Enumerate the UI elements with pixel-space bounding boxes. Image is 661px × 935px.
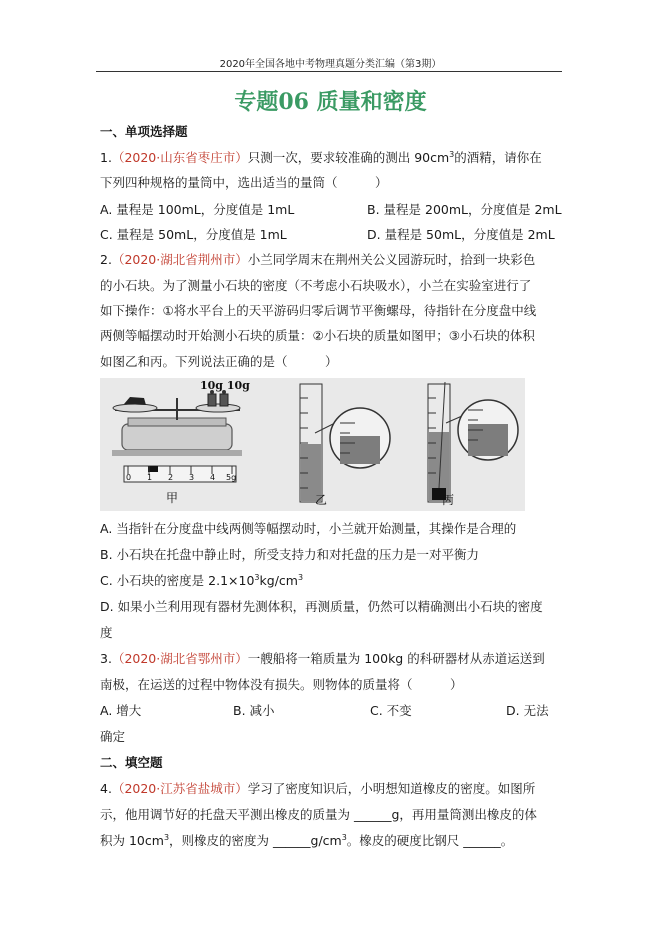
q1-option-d: D. 量程是 50mL，分度值是 2mL [367,227,555,242]
q1-text-1: 只测一次，要求较准确的测出 90cm [247,150,450,165]
weights-label: 10g 10g [200,379,250,392]
q3-option-d: D. 无法 [506,703,549,718]
q2-line-2: 的小石块。为了测量小石块的密度（不考虑小石块吸水），小兰在实验室进行了 [100,278,532,293]
q3-source: （2020·湖北省鄂州市） [111,651,248,666]
q2-option-a: A. 当指针在分度盘中线两侧等幅摆动时，小兰就开始测量，其操作是合理的 [100,521,517,536]
q2-option-d-wrap: 度 [100,625,113,640]
header-rule [96,71,562,72]
q2-option-c-sup-2: 3 [297,572,304,582]
q3-option-a: A. 增大 [100,703,142,718]
q4-line-3-sup-1: 3 [163,832,170,842]
q2-option-d: D. 如果小兰利用现有器材先测体积，再测质量，仍然可以精确测出小石块的密度 [100,599,543,614]
q4-line-3-text-c: 。橡皮的硬度比钢尺 ______。 [346,833,514,848]
q3-option-c: C. 不变 [370,703,412,718]
q4-text-1: 学习了密度知识后，小明想知道橡皮的密度。如图所 [247,781,536,796]
q4-line-3-text-a: 积为 10cm [100,833,164,848]
q3-option-d-wrap: 确定 [100,729,126,744]
q1-source: （2020·山东省枣庄市） [111,150,248,165]
q1-line-1 [100,148,542,166]
q2-number: 2. [100,252,112,267]
q4-number: 4. [100,781,112,796]
label-bing: 丙 [442,493,455,507]
q1-option-b: B. 量程是 200mL，分度值是 2mL [367,202,562,217]
q1-option-a: A. 量程是 100mL，分度值是 1mL [100,202,295,217]
q3-text-1: 一艘船将一箱质量为 100kg 的科研器材从赤道运送到 [247,651,545,666]
q3-number: 3. [100,651,112,666]
rider-scale [124,466,236,482]
cylinder-yi-icon [300,384,390,502]
q2-line-3: 如下操作：①将水平台上的天平游码归零后调节平衡螺母，待指针在分度盘中线 [100,303,537,318]
page-title: 专题06 质量和密度 [234,89,427,115]
q1-line-2: 下列四种规格的量筒中，选出适当的量筒（ ） [100,175,388,190]
q2-line-5: 如图乙和丙。下列说法正确的是（ ） [100,354,338,369]
q2-option-c-text-1: C. 小石块的密度是 2.1×10 [100,573,255,588]
q2-option-c-sup-1: 3 [254,572,260,582]
q1-superscript: 3 [449,149,455,159]
section-heading-2: 二、填空题 [100,755,163,770]
scale-tick-4: 4 [210,473,216,482]
q2-option-c-text-2: kg/cm [259,573,298,588]
cylinder-bing-icon [428,382,518,502]
scale-tick-1: 1 [147,473,153,482]
q4-line-1 [100,779,535,797]
experiment-illustration [100,378,525,511]
scale-tick-5: 5g [226,473,237,482]
q4-source: （2020·江苏省盐城市） [111,781,248,796]
q1-option-c: C. 量程是 50mL，分度值是 1mL [100,227,287,242]
balance-icon [112,390,242,456]
q2-figure [100,378,525,511]
q4-line-3-text-b: ，则橡皮的密度为 ______g/cm [169,833,342,848]
q2-line-1 [100,250,535,268]
scale-tick-2: 2 [168,473,174,482]
q1-text-2: 的酒精，请你在 [454,150,542,165]
q3-option-b: B. 减小 [233,703,275,718]
q4-line-3 [100,831,513,849]
q1-number: 1. [100,150,112,165]
q4-line-2: 示，他用调节好的托盘天平测出橡皮的质量为 ______g，再用量筒测出橡皮的体 [100,807,537,822]
q2-text-1: 小兰同学周末在荆州关公义园游玩时，拾到一块彩色 [247,252,536,267]
scale-tick-3: 3 [189,473,195,482]
q3-line-2: 南极，在运送的过程中物体没有损失。则物体的质量将（ ） [100,677,463,692]
label-jia: 甲 [166,491,179,505]
page-header: 2020年全国各地中考物理真题分类汇编（第3期） [219,59,442,70]
section-heading-1: 一、单项选择题 [100,124,188,139]
q2-line-4: 两侧等幅摆动时开始测小石块的质量：②小石块的质量如图甲；③小石块的体积 [100,328,535,343]
q2-source: （2020·湖北省荆州市） [111,252,248,267]
q3-line-1 [100,649,545,667]
q4-line-3-sup-2: 3 [341,832,347,842]
q2-option-b: B. 小石块在托盘中静止时，所受支持力和对托盘的压力是一对平衡力 [100,547,480,562]
label-yi: 乙 [315,493,328,507]
q2-option-c [100,571,303,589]
scale-tick-0: 0 [126,473,132,482]
